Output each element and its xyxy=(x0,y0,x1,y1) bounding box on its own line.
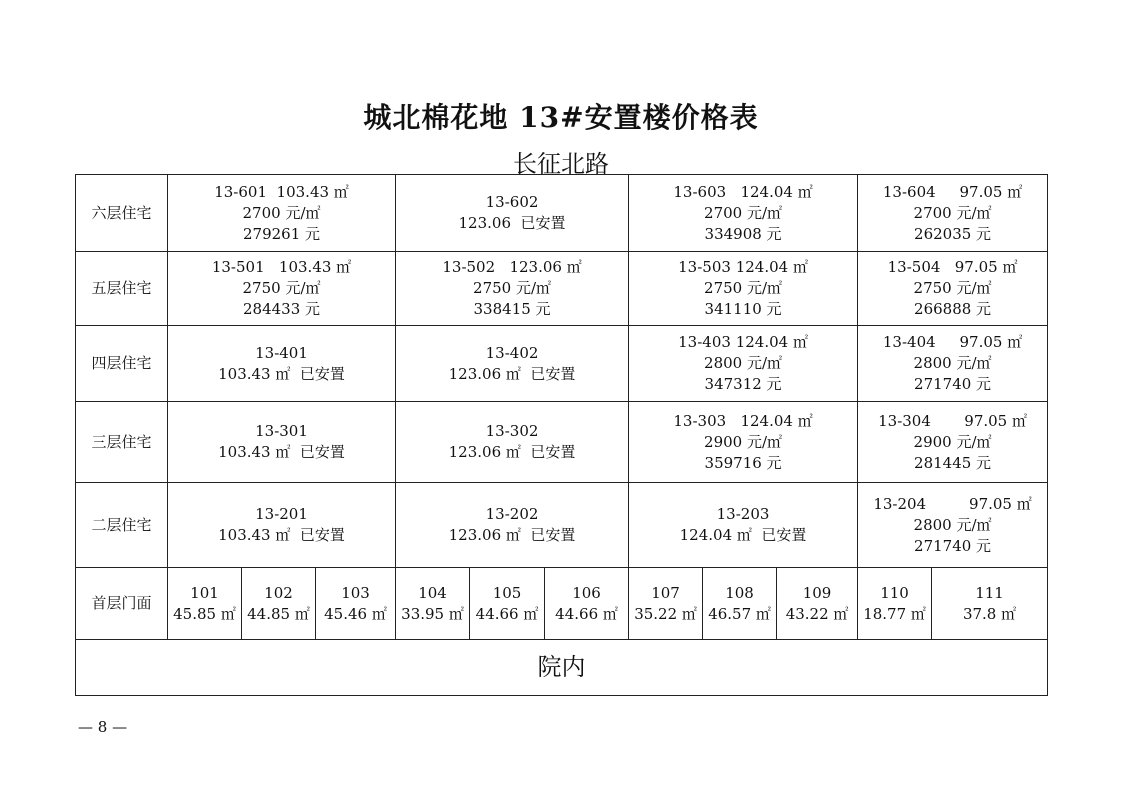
shop-area: 18.77 ㎡ xyxy=(863,604,926,623)
unit-unit-price: 2700 元/㎡ xyxy=(242,203,321,222)
unit-total-price: 262035 元 xyxy=(914,224,992,243)
shop-area: 45.46 ㎡ xyxy=(324,604,387,623)
unit-unit-price: 2800 元/㎡ xyxy=(704,354,783,372)
unit-cell xyxy=(168,252,396,326)
unit-unit-price: 2750 元/㎡ xyxy=(913,279,992,297)
unit-cell xyxy=(629,402,858,483)
unit-number-area: 13-404 97.05 ㎡ xyxy=(882,333,1023,351)
road-label: 长征北路 xyxy=(513,150,609,178)
unit-cell xyxy=(858,402,1048,483)
shop-number: 109 xyxy=(802,583,832,602)
unit-status: 123.06 已安置 xyxy=(458,214,566,232)
unit-total-price: 266888 元 xyxy=(914,300,992,318)
floor-label: 五层住宅 xyxy=(76,252,168,326)
shop-number: 105 xyxy=(492,583,522,602)
table-row xyxy=(76,640,1048,696)
unit-cell xyxy=(168,402,396,483)
unit-cell xyxy=(168,483,396,568)
unit-number-area: 13-603 124.04 ㎡ xyxy=(673,182,813,201)
unit-status: 123.06 ㎡ 已安置 xyxy=(448,364,576,383)
unit-status: 103.43 ㎡ 已安置 xyxy=(218,364,345,383)
unit-cell xyxy=(168,175,396,252)
unit-unit-price: 2800 元/㎡ xyxy=(913,515,992,534)
shop-cell xyxy=(545,568,629,640)
shop-cell xyxy=(777,568,858,640)
table-row xyxy=(76,175,1048,252)
unit-status: 123.06 ㎡ 已安置 xyxy=(448,526,576,544)
shop-cell xyxy=(396,568,470,640)
unit-total-price: 271740 元 xyxy=(914,375,992,393)
unit-cell xyxy=(396,175,629,252)
unit-status: 103.43 ㎡ 已安置 xyxy=(218,526,345,544)
unit-number-area: 13-304 97.05 ㎡ xyxy=(878,411,1027,430)
unit-total-price: 284433 元 xyxy=(242,300,321,318)
unit-unit-price: 2750 元/㎡ xyxy=(473,279,552,297)
unit-unit-price: 2800 元/㎡ xyxy=(913,354,992,372)
unit-cell xyxy=(396,402,629,483)
unit-cell xyxy=(629,326,858,402)
shop-area: 44.66 ㎡ xyxy=(475,604,539,623)
unit-unit-price: 2700 元/㎡ xyxy=(704,203,783,222)
unit-total-price: 279261 元 xyxy=(242,224,321,243)
shop-number: 101 xyxy=(190,583,219,602)
shop-area: 44.66 ㎡ xyxy=(555,604,618,623)
unit-cell xyxy=(396,326,629,402)
unit-cell xyxy=(858,483,1048,568)
unit-number-area: 13-303 124.04 ㎡ xyxy=(673,411,813,430)
unit-cell xyxy=(168,326,396,402)
shop-cell xyxy=(629,568,703,640)
shop-cell xyxy=(703,568,777,640)
unit-number-area: 13-502 123.06 ㎡ xyxy=(442,258,582,276)
unit-cell xyxy=(629,175,858,252)
shop-number: 110 xyxy=(880,583,909,602)
unit-cell xyxy=(396,483,629,568)
unit-number: 13-302 xyxy=(485,422,539,440)
unit-total-price: 359716 元 xyxy=(704,453,782,472)
table-row xyxy=(76,252,1048,326)
unit-total-price: 341110 元 xyxy=(704,300,782,318)
unit-number-area: 13-204 97.05 ㎡ xyxy=(873,494,1032,513)
shop-number: 104 xyxy=(418,583,447,602)
floor-label: 四层住宅 xyxy=(76,326,168,402)
shop-area: 46.57 ㎡ xyxy=(708,604,771,623)
unit-cell xyxy=(629,252,858,326)
unit-number: 13-202 xyxy=(485,505,539,523)
unit-total-price: 347312 元 xyxy=(704,375,782,393)
shop-cell xyxy=(858,568,932,640)
unit-number: 13-402 xyxy=(485,343,539,362)
shop-area: 45.85 ㎡ xyxy=(173,604,236,623)
unit-cell xyxy=(629,483,858,568)
unit-unit-price: 2900 元/㎡ xyxy=(913,432,992,451)
unit-unit-price: 2750 元/㎡ xyxy=(704,279,783,297)
unit-total-price: 334908 元 xyxy=(704,224,782,243)
shop-cell xyxy=(168,568,242,640)
unit-total-price: 281445 元 xyxy=(914,453,992,472)
shop-cell xyxy=(470,568,545,640)
unit-cell xyxy=(858,252,1048,326)
floor-label: 六层住宅 xyxy=(76,175,168,252)
shop-area: 37.8 ㎡ xyxy=(962,604,1017,623)
unit-cell xyxy=(858,175,1048,252)
unit-number-area: 13-403 124.04 ㎡ xyxy=(678,333,808,351)
table-row xyxy=(76,402,1048,483)
unit-number: 13-203 xyxy=(716,505,770,523)
shop-cell xyxy=(932,568,1048,640)
shop-cell xyxy=(316,568,396,640)
shop-number: 106 xyxy=(572,583,601,602)
table-row xyxy=(76,483,1048,568)
unit-unit-price: 2750 元/㎡ xyxy=(242,279,321,297)
unit-number: 13-401 xyxy=(255,343,308,362)
shop-number: 111 xyxy=(975,583,1004,602)
floor-label: 三层住宅 xyxy=(76,402,168,483)
unit-number-area: 13-501 103.43 ㎡ xyxy=(211,258,352,276)
unit-number-area: 13-503 124.04 ㎡ xyxy=(678,258,808,276)
shop-number: 103 xyxy=(341,583,370,602)
unit-status: 123.06 ㎡ 已安置 xyxy=(448,443,576,461)
unit-number: 13-201 xyxy=(255,505,308,523)
unit-number-area: 13-601 103.43 ㎡ xyxy=(214,182,349,201)
unit-number: 13-602 xyxy=(485,193,539,211)
unit-status: 124.04 ㎡ 已安置 xyxy=(679,526,807,544)
shop-area: 44.85 ㎡ xyxy=(247,604,310,623)
unit-number: 13-301 xyxy=(255,422,308,440)
table-row xyxy=(76,568,1048,640)
page-title: 城北棉花地 13#安置楼价格表 xyxy=(363,101,759,134)
shop-number: 108 xyxy=(725,583,754,602)
shop-area: 43.22 ㎡ xyxy=(785,604,849,623)
shop-area: 33.95 ㎡ xyxy=(401,604,464,623)
table-row xyxy=(76,326,1048,402)
page-number: — 8 — xyxy=(78,718,128,736)
unit-status: 103.43 ㎡ 已安置 xyxy=(218,443,345,461)
shop-number: 102 xyxy=(264,583,293,602)
shop-area: 35.22 ㎡ xyxy=(634,604,697,623)
courtyard-label: 院内 xyxy=(76,640,1048,696)
unit-unit-price: 2900 元/㎡ xyxy=(704,432,783,451)
shop-cell xyxy=(242,568,316,640)
unit-cell xyxy=(396,252,629,326)
floor-label: 首层门面 xyxy=(76,568,168,640)
unit-total-price: 338415 元 xyxy=(473,300,551,318)
floor-label: 二层住宅 xyxy=(76,483,168,568)
unit-total-price: 271740 元 xyxy=(914,536,992,555)
price-table xyxy=(75,174,1048,696)
unit-number-area: 13-504 97.05 ㎡ xyxy=(887,258,1018,276)
unit-number-area: 13-604 97.05 ㎡ xyxy=(882,182,1023,201)
unit-unit-price: 2700 元/㎡ xyxy=(913,203,992,222)
shop-number: 107 xyxy=(651,583,680,602)
unit-cell xyxy=(858,326,1048,402)
